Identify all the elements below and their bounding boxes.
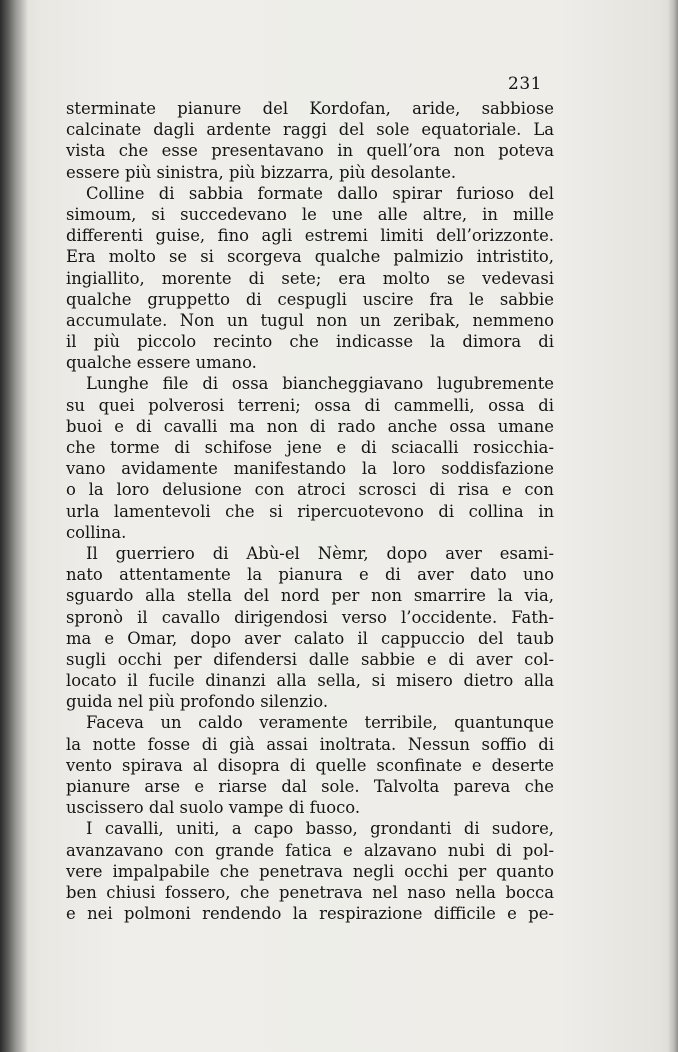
text-line: vista che esse presentavano in quell’ora non poteva bbox=[66, 141, 554, 161]
text-line: urla lamentevoli che si ripercuotevono di collina in bbox=[66, 501, 554, 521]
page-edge-shadow bbox=[668, 0, 678, 1052]
text-line: Colline di sabbia formate dallo spirar furioso del bbox=[86, 183, 554, 203]
text-line: differenti guise, fino agli estremi limiti dell’orizzonte. bbox=[66, 226, 554, 246]
text-line: ma e Omar, dopo aver calato il cappuccio del taub bbox=[66, 628, 554, 648]
text-line: accumulate. Non un tugul non un zeribak, nemmeno bbox=[66, 310, 554, 330]
text-line: uscissero dal suolo vampe di fuoco. bbox=[66, 798, 361, 818]
text-line: qualche gruppetto di cespugli uscire fra le sabbie bbox=[66, 289, 554, 309]
text-line: Il guerriero di Abù-el Nèmr, dopo aver esami- bbox=[86, 543, 554, 563]
text-line: Faceva un caldo veramente terribile, quantunque bbox=[86, 713, 554, 733]
text-line: che torme di schifose jene e di sciacalli rosicchia- bbox=[66, 438, 554, 457]
text-line: pianure arse e riarse dal sole. Talvolta pareva che bbox=[66, 777, 554, 796]
text-line: sguardo alla stella del nord per non smarrire la via, bbox=[66, 586, 554, 606]
text-line: qualche essere umano. bbox=[66, 353, 257, 373]
text-line: avanzavano con grande fatica e alzavano nubi di pol- bbox=[66, 840, 554, 860]
book-spine-shadow bbox=[0, 0, 28, 1052]
text-line: calcinate dagli ardente raggi del sole equatoriale. La bbox=[66, 120, 554, 140]
text-line: simoum, si succedevano le une alle altre, in mille bbox=[66, 204, 554, 224]
text-line: locato il fucile dinanzi alla sella, si misero dietro alla bbox=[66, 671, 554, 691]
page-number: 231 bbox=[508, 74, 542, 94]
text-line: la notte fosse di già assai inoltrata. Nessun soffio di bbox=[66, 734, 554, 754]
text-line: sugli occhi per difendersi dalle sabbie e di aver col- bbox=[66, 649, 554, 669]
text-line: vano avidamente manifestando la loro soddisfazione bbox=[66, 459, 554, 479]
text-line: o la loro delusione con atroci scrosci di risa e con bbox=[66, 480, 554, 500]
text-line: sterminate pianure del Kordofan, aride, sabbiose bbox=[66, 99, 554, 118]
text-line: I cavalli, uniti, a capo basso, grondanti di sudore, bbox=[86, 819, 554, 839]
text-line: vere impalpabile che penetrava negli occhi per quanto bbox=[66, 861, 554, 881]
text-line: Era molto se si scorgeva qualche palmizio intristito, bbox=[66, 247, 554, 267]
text-line: collina. bbox=[66, 522, 127, 542]
text-line: nato attentamente la pianura e di aver dato uno bbox=[66, 565, 554, 585]
body-text bbox=[66, 98, 554, 924]
text-line: buoi e di cavalli ma non di rado anche ossa umane bbox=[66, 416, 554, 436]
text-line: guida nel più profondo silenzio. bbox=[66, 692, 329, 712]
text-line: vento spirava al disopra di quelle sconfinate e deserte bbox=[66, 755, 554, 775]
text-line: spronò il cavallo dirigendosi verso l’occidente. Fath- bbox=[66, 607, 554, 627]
text-line: su quei polverosi terreni; ossa di cammelli, ossa di bbox=[66, 395, 554, 415]
text-line: il più piccolo recinto che indicasse la dimora di bbox=[66, 332, 554, 352]
text-line: ingiallito, morente di sete; era molto se vedevasi bbox=[66, 268, 554, 288]
text-line: Lunghe file di ossa biancheggiavano lugubremente bbox=[86, 374, 554, 394]
text-line: essere più sinistra, più bizzarra, più desolante. bbox=[66, 162, 457, 182]
text-line: ben chiusi fossero, che penetrava nel naso nella bocca bbox=[66, 882, 554, 902]
text-line: e nei polmoni rendendo la respirazione difficile e pe- bbox=[66, 904, 554, 924]
